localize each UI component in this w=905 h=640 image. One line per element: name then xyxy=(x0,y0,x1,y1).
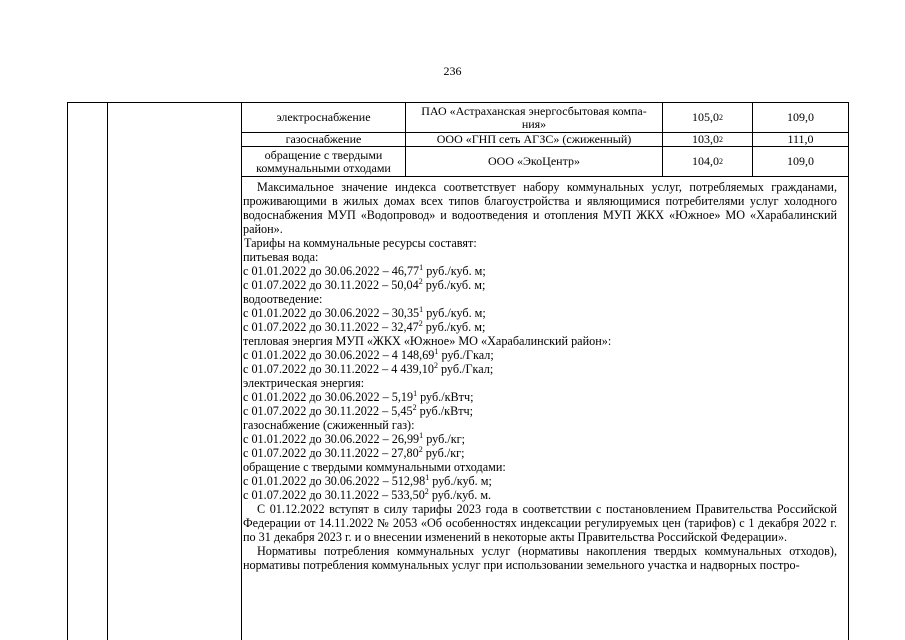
tariff-line-text: с 01.07.2022 до 30.11.2022 – 32,47 xyxy=(243,320,419,334)
tariff-line-text: с 01.01.2022 до 30.06.2022 – 5,19 xyxy=(243,390,414,404)
footnote-marker: 2 xyxy=(418,276,423,286)
tariff-line-text: с 01.07.2022 до 30.11.2022 – 27,80 xyxy=(243,446,419,460)
tariff-unit: руб./кг; xyxy=(423,432,466,446)
footnote-marker: 1 xyxy=(425,472,430,482)
provider-line: ПАО «Астраханская энергосбытовая компа- xyxy=(421,103,647,118)
tariff-unit: руб./кВтч; xyxy=(417,390,474,404)
tariff-line xyxy=(243,446,837,460)
tariff-line-text: водоотведение: xyxy=(243,292,323,306)
tariff-line xyxy=(243,390,837,404)
tariffs-heading: Тарифы на коммунальные ресурсы составят: xyxy=(244,236,477,250)
index-value-cell: 105,0 2 xyxy=(692,110,723,124)
service-line: коммунальными отходами xyxy=(256,160,391,175)
tariff-unit: руб./куб. м; xyxy=(422,320,486,334)
tariff-line xyxy=(243,404,837,418)
index-value-cell: 103,0 2 xyxy=(692,132,723,146)
tariff-line xyxy=(243,488,837,502)
tariff-line-text: электрическая энергия: xyxy=(243,376,365,390)
norms-paragraph: Нормативы потребления коммунальных услуг (нормативы накопления твердых коммунальных отходов), нормативы потребления коммунальных услуг при использовании земельного участка и надворных постро- xyxy=(243,544,837,572)
tariff-unit: руб./куб. м; xyxy=(429,474,492,488)
tariff-line xyxy=(243,306,837,320)
tariff-unit: руб./куб. м. xyxy=(428,488,492,502)
table-divider xyxy=(107,102,108,640)
tariff-line xyxy=(243,278,837,292)
page-number: 236 xyxy=(443,64,462,78)
index-value-cell: 111,0 xyxy=(787,132,814,146)
tariff-unit: руб./Гкал; xyxy=(438,348,494,362)
tariff-unit: руб./куб. м; xyxy=(422,278,486,292)
tariff-line xyxy=(243,362,837,376)
table-border-right xyxy=(848,102,849,640)
tariff-line xyxy=(243,432,837,446)
index-value: 105,0 xyxy=(692,110,719,124)
tariff-line-text: с 01.07.2022 до 30.11.2022 – 533,50 xyxy=(243,488,425,502)
index-value-cell: 109,0 xyxy=(787,154,814,168)
footnote-marker: 1 xyxy=(419,430,424,440)
footnote-marker: 1 xyxy=(419,304,424,314)
decree-paragraph: С 01.12.2022 вступят в силу тарифы 2023 года в соответствии с постановлением Правительства Российской Федерации от 14.11.2022 № 2053 «Об особенностях индексации регулируемых цен (тарифов) с 1 декабря 2022 г. по 31 декабря 2023 г. и о внесении изменений в некоторые акты Правительства Российской Федерации». xyxy=(243,502,837,544)
service-cell: электроснабжение xyxy=(276,110,371,124)
tariff-line-text: питьевая вода: xyxy=(243,250,319,264)
tariff-line-text: с 01.07.2022 до 30.11.2022 – 5,45 xyxy=(243,404,413,418)
tariff-line xyxy=(243,250,837,264)
tariff-lines xyxy=(243,250,837,502)
tariff-line-text: с 01.01.2022 до 30.06.2022 – 4 148,69 xyxy=(243,348,435,362)
footnote-marker: 1 xyxy=(413,388,418,398)
tariff-line-text: с 01.01.2022 до 30.06.2022 – 30,35 xyxy=(243,306,420,320)
tariff-line-text: газоснабжение (сжиженный газ): xyxy=(243,418,415,432)
service-cell: газоснабжение xyxy=(285,132,362,146)
tariff-unit: руб./Гкал; xyxy=(437,362,494,376)
index-value: 103,0 xyxy=(692,132,719,146)
footnote-marker: 2 xyxy=(418,318,423,328)
provider-cell: ООО «ГНП сеть АГЗС» (сжиженный) xyxy=(436,132,632,146)
tariff-line xyxy=(243,418,837,432)
index-value-cell: 109,0 xyxy=(787,110,814,124)
tariff-unit: руб./кг; xyxy=(422,446,465,460)
intro-paragraph: Максимальное значение индекса соответствует набору коммунальных услуг, потребляемых гражданами, проживающими в жилых домах всех типов благоустройства и являющимися потребителями услуг холодного водоснабжения МУП «Водопровод» и водоотведения и отопления МУП ЖКХ «Южное» МО «Харабалинский район». xyxy=(243,180,837,236)
tariff-unit: руб./куб. м; xyxy=(423,306,486,320)
provider-cell: ООО «ЭкоЦентр» xyxy=(488,154,580,168)
table-border-left xyxy=(67,102,68,640)
table-divider xyxy=(241,102,242,640)
row-divider xyxy=(241,176,849,177)
tariff-line xyxy=(243,334,837,348)
tariff-unit: руб./куб. м; xyxy=(423,264,486,278)
body-text xyxy=(243,180,837,572)
tariff-line-text: с 01.01.2022 до 30.06.2022 – 26,99 xyxy=(243,432,420,446)
index-value: 104,0 xyxy=(692,154,719,168)
service-line: обращение с твердыми xyxy=(264,147,383,162)
tariff-line-text: с 01.07.2022 до 30.11.2022 – 4 439,10 xyxy=(243,362,434,376)
tariff-line xyxy=(243,292,837,306)
tariff-line xyxy=(243,474,837,488)
footnote-marker: 2 xyxy=(424,486,429,496)
index-value-cell: 104,0 2 xyxy=(692,154,723,168)
footnote-marker: 1 xyxy=(419,262,424,272)
document-table xyxy=(67,102,849,640)
tariff-line-text: с 01.07.2022 до 30.11.2022 – 50,04 xyxy=(243,278,419,292)
provider-cell xyxy=(406,103,662,132)
footnote-marker: 2 xyxy=(418,444,423,454)
tariff-line xyxy=(243,320,837,334)
tariff-line xyxy=(243,376,837,390)
tariff-line-text: с 01.01.2022 до 30.06.2022 – 512,98 xyxy=(243,474,426,488)
tariff-unit: руб./кВтч; xyxy=(416,404,474,418)
tariff-line-text: тепловая энергия МУП «ЖКХ «Южное» МО «Харабалинский район»: xyxy=(243,334,612,348)
footnote-marker: 2 xyxy=(433,360,438,370)
tariff-line-text: с 01.01.2022 до 30.06.2022 – 46,77 xyxy=(243,264,420,278)
footnote-marker: 2 xyxy=(412,402,417,412)
tariff-line xyxy=(243,264,837,278)
tariff-line-text: обращение с твердыми коммунальными отходами: xyxy=(243,460,506,474)
footnote-marker: 1 xyxy=(434,346,439,356)
service-cell xyxy=(242,147,405,176)
provider-line: ния» xyxy=(521,116,547,131)
tariff-line xyxy=(243,348,837,362)
tariff-line xyxy=(243,460,837,474)
